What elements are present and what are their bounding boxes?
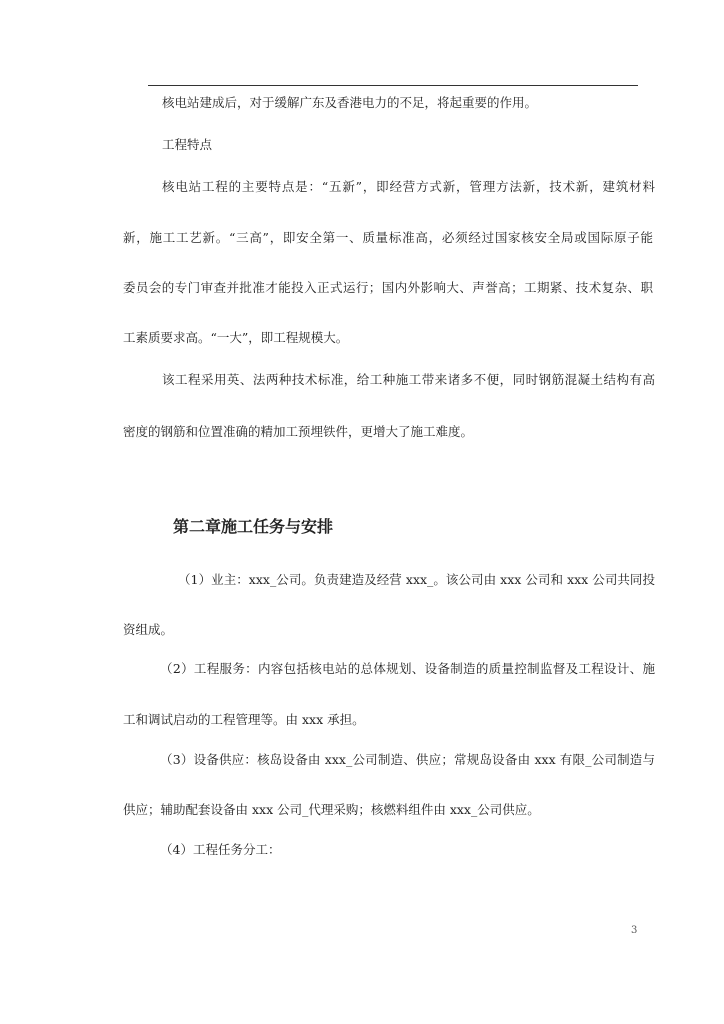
header-rule [148,85,638,86]
paragraph-line: 委员会的专门审查并批准才能投入正式运行；国内外影响大、声誉高；工期紧、技术复杂、职 [123,280,653,295]
paragraph-line: 工素质要求高。“一大”，即工程规模大。 [123,330,349,345]
paragraph-line: 新，施工工艺新。“三高”，即安全第一、质量标准高，必须经过国家核安全局或国际原子能 [123,230,653,245]
chapter-title: 第二章施工任务与安排 [173,517,334,536]
paragraph-line: 核电站建成后，对于缓解广东及香港电力的不足，将起重要的作用。 [162,95,538,110]
list-item: 资组成。 [123,622,174,637]
paragraph-line: 核电站工程的主要特点是：“五新”，即经营方式新，管理方法新，技术新，建筑材料 [162,179,655,194]
list-item: （2）工程服务：内容包括核电站的总体规划、设备制造的质量控制监督及工程设计、施 [160,661,655,676]
list-item: （1）业主：xxx_公司。负责建造及经营 xxx_。该公司由 xxx 公司和 xxx 公司共同投 [178,572,655,587]
list-item: 供应；辅助配套设备由 xxx 公司_代理采购；核燃料组件由 xxx_公司供应。 [123,802,540,817]
section-label: 工程特点 [162,137,213,152]
page-number: 3 [631,925,638,936]
list-item: （4）工程任务分工： [160,842,281,857]
list-item: 工和调试启动的工程管理等。由 xxx 承担。 [123,712,365,727]
paragraph-line: 密度的钢筋和位置准确的精加工预埋铁件，更增大了施工难度。 [123,424,474,439]
paragraph-line: 该工程采用英、法两种技术标准，给工种施工带来诸多不便，同时钢筋混凝土结构有高 [162,372,655,387]
list-item: （3）设备供应：核岛设备由 xxx_公司制造、供应；常规岛设备由 xxx 有限_公司制造与 [160,752,655,767]
